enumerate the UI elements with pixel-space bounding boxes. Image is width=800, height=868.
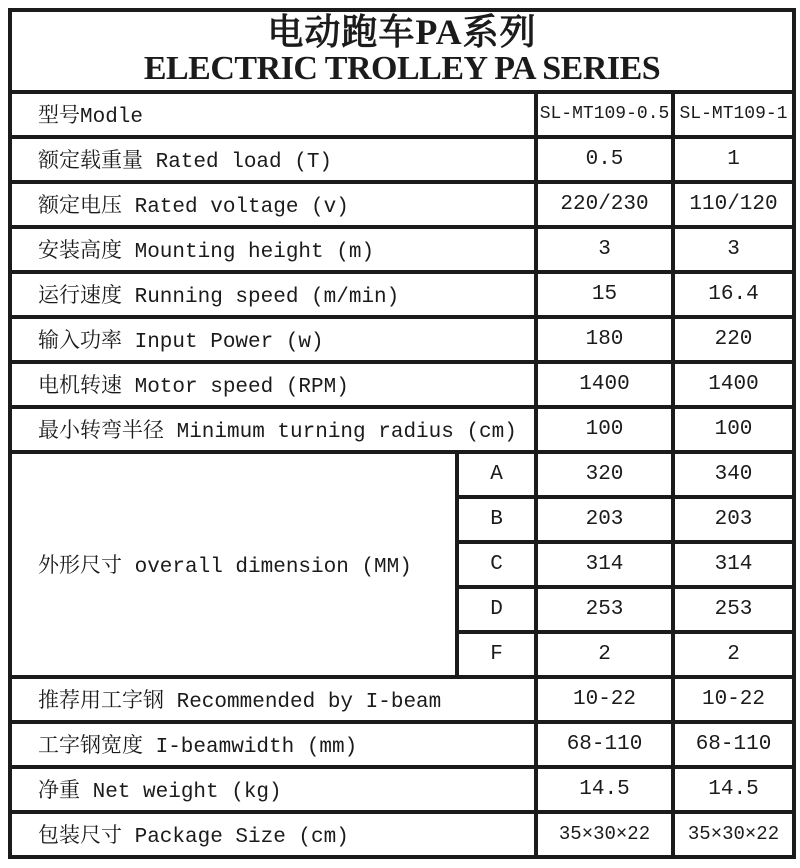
- dim-value: 314: [673, 542, 794, 587]
- spec-row-label: 输入功率 Input Power (w): [10, 317, 536, 362]
- dim-letter: F: [457, 632, 536, 677]
- spec-value: 3: [673, 227, 794, 272]
- title-row: [10, 10, 794, 92]
- dim-value: 253: [536, 587, 673, 632]
- spec-value: 68-110: [536, 722, 673, 767]
- model-name: SL-MT109-1: [673, 92, 794, 137]
- model-name: SL-MT109-0.5: [536, 92, 673, 137]
- dim-letter: A: [457, 452, 536, 497]
- dim-value: 203: [536, 497, 673, 542]
- dim-value: 203: [673, 497, 794, 542]
- spec-value: 100: [536, 407, 673, 452]
- dim-value: 340: [673, 452, 794, 497]
- spec-row-label: 最小转弯半径 Minimum turning radius (cm): [10, 407, 536, 452]
- spec-value: 1: [673, 137, 794, 182]
- spec-row-label: 电机转速 Motor speed (RPM): [10, 362, 536, 407]
- page-title-zh: 电动跑车PA系列: [267, 12, 537, 52]
- spec-value: 180: [536, 317, 673, 362]
- dim-value: 320: [536, 452, 673, 497]
- spec-value: 68-110: [673, 722, 794, 767]
- spec-value: 14.5: [673, 767, 794, 812]
- dim-value: 2: [536, 632, 673, 677]
- dim-value: 314: [536, 542, 673, 587]
- spec-value: 0.5: [536, 137, 673, 182]
- spec-value: 10-22: [673, 677, 794, 722]
- spec-value: 110/120: [673, 182, 794, 227]
- spec-row-label: 运行速度 Running speed (m/min): [10, 272, 536, 317]
- table-row: [10, 182, 794, 227]
- spec-value: 16.4: [673, 272, 794, 317]
- dim-letter: D: [457, 587, 536, 632]
- spec-table: [8, 8, 796, 859]
- model-row-label: 型号Modle: [10, 92, 536, 137]
- dimension-row: [10, 452, 794, 497]
- table-row: [10, 767, 794, 812]
- spec-value: 1400: [673, 362, 794, 407]
- table-row: [10, 272, 794, 317]
- table-row: [10, 362, 794, 407]
- title-cell: [10, 10, 794, 92]
- spec-row-label: 推荐用工字钢 Recommended by I-beam: [10, 677, 536, 722]
- spec-value: 14.5: [536, 767, 673, 812]
- dim-value: 253: [673, 587, 794, 632]
- dim-value: 2: [673, 632, 794, 677]
- table-row: [10, 317, 794, 362]
- spec-value: 15: [536, 272, 673, 317]
- spec-row-label: 额定电压 Rated voltage (v): [10, 182, 536, 227]
- spec-value: 35×30×22: [536, 812, 673, 857]
- table-row: [10, 812, 794, 857]
- spec-value: 35×30×22: [673, 812, 794, 857]
- dimensions-label: 外形尺寸 overall dimension (MM): [10, 452, 457, 677]
- table-row: [10, 407, 794, 452]
- spec-value: 3: [536, 227, 673, 272]
- spec-value: 1400: [536, 362, 673, 407]
- dim-letter: B: [457, 497, 536, 542]
- table-row: [10, 227, 794, 272]
- page-title-en: ELECTRIC TROLLEY PA SERIES: [143, 49, 661, 87]
- table-row: [10, 677, 794, 722]
- spec-row-label: 净重 Net weight (kg): [10, 767, 536, 812]
- table-row: [10, 722, 794, 767]
- dim-letter: C: [457, 542, 536, 587]
- spec-value: 10-22: [536, 677, 673, 722]
- spec-row-label: 额定载重量 Rated load (T): [10, 137, 536, 182]
- spec-row-label: 包装尺寸 Package Size (cm): [10, 812, 536, 857]
- spec-value: 220: [673, 317, 794, 362]
- spec-row-label: 安装高度 Mounting height (m): [10, 227, 536, 272]
- spec-row-label: 工字钢宽度 I-beamwidth (mm): [10, 722, 536, 767]
- table-row: [10, 137, 794, 182]
- model-row: [10, 92, 794, 137]
- spec-value: 220/230: [536, 182, 673, 227]
- spec-value: 100: [673, 407, 794, 452]
